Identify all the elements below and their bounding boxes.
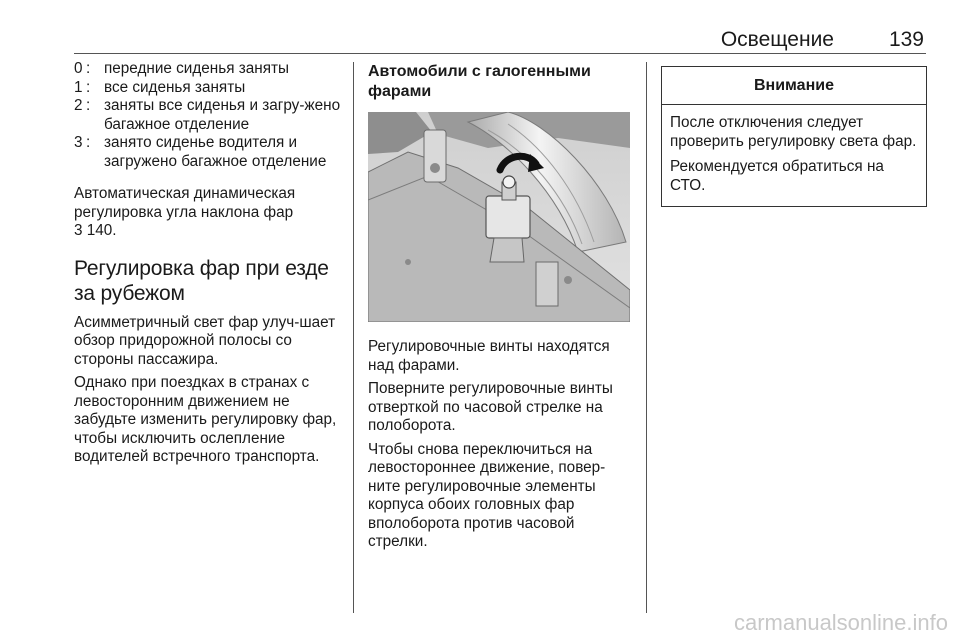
list-item-separator: : xyxy=(86,134,91,151)
notice-body xyxy=(662,105,926,206)
list-item xyxy=(74,60,346,79)
fastener xyxy=(564,276,572,284)
middle-column xyxy=(368,60,634,557)
body-paragraph: Регулировочные винты находятся над фарами. xyxy=(368,338,610,374)
list-item-separator: : xyxy=(86,60,91,77)
list-item-text: передние сиденья заняты xyxy=(104,60,289,77)
fastener xyxy=(405,259,411,265)
list-item-number: 1 xyxy=(74,78,83,96)
header-rule xyxy=(74,53,926,54)
arrow-icon: 3 xyxy=(74,222,83,239)
subsection-heading: Автомобили с галогенными фарами xyxy=(368,63,591,100)
adjuster-base xyxy=(490,238,524,262)
column-divider-left xyxy=(353,62,354,613)
list-item xyxy=(74,79,346,98)
notice-box xyxy=(661,66,927,207)
headlamp-adjustment-illustration xyxy=(368,112,630,322)
section-heading: Регулировка фар при езде за рубежом xyxy=(74,256,329,305)
notice-paragraph: Рекомендуется обратиться на СТО. xyxy=(670,158,884,194)
cross-reference[interactable] xyxy=(74,222,117,239)
lower-bracket xyxy=(536,262,558,306)
right-column xyxy=(661,66,927,207)
list-item-number: 0 xyxy=(74,60,83,77)
list-item xyxy=(74,134,346,171)
list-item-separator: : xyxy=(86,97,91,114)
page-title: Освещение xyxy=(720,28,834,51)
auto-leveling-paragraph xyxy=(74,185,346,241)
list-item-number: 3 xyxy=(74,134,83,151)
column-divider-right xyxy=(646,62,647,613)
body-paragraph: Однако при поездках в странах с левосторонним движением не забудьте изменить регулировку фар, чтобы исключить ослепление водителей встречного транспорта. xyxy=(74,374,337,465)
notice-title: Внимание xyxy=(662,67,926,105)
page-number: 139 xyxy=(888,28,924,51)
auto-leveling-text: Автоматическая динамическая регулировка угла наклона фар xyxy=(74,185,296,221)
reference-page: 140. xyxy=(86,222,117,239)
list-item-number: 2 xyxy=(74,97,83,114)
list-item xyxy=(74,97,346,134)
mounting-bracket xyxy=(424,130,446,182)
list-item-text: все сиденья заняты xyxy=(104,78,246,96)
left-column xyxy=(74,60,346,472)
adjusting-screw-head xyxy=(503,176,515,188)
list-item-text: занято сиденье водителя и загружено багажное отделение xyxy=(104,134,327,170)
occupancy-list xyxy=(74,60,346,171)
bracket-screw xyxy=(430,163,440,173)
list-item-separator: : xyxy=(86,78,91,96)
body-paragraph: Чтобы снова переключиться на левостороннее движение, повер-ните регулировочные элементы корпуса обоих головных фар вполоборота против часовой стрелки. xyxy=(368,440,606,550)
page-header xyxy=(74,24,926,54)
notice-paragraph: После отключения следует проверить регулировку света фар. xyxy=(670,114,917,150)
body-paragraph: Поверните регулировочные винты отверткой по часовой стрелке на полоборота. xyxy=(368,380,613,434)
watermark: carmanualsonline.info xyxy=(733,610,948,635)
body-paragraph: Асимметричный свет фар улуч-шает обзор придорожной полосы со стороны пассажира. xyxy=(74,313,336,368)
adjuster-block xyxy=(486,196,530,238)
list-item-text: заняты все сиденья и загру-жено багажное отделение xyxy=(104,97,341,133)
